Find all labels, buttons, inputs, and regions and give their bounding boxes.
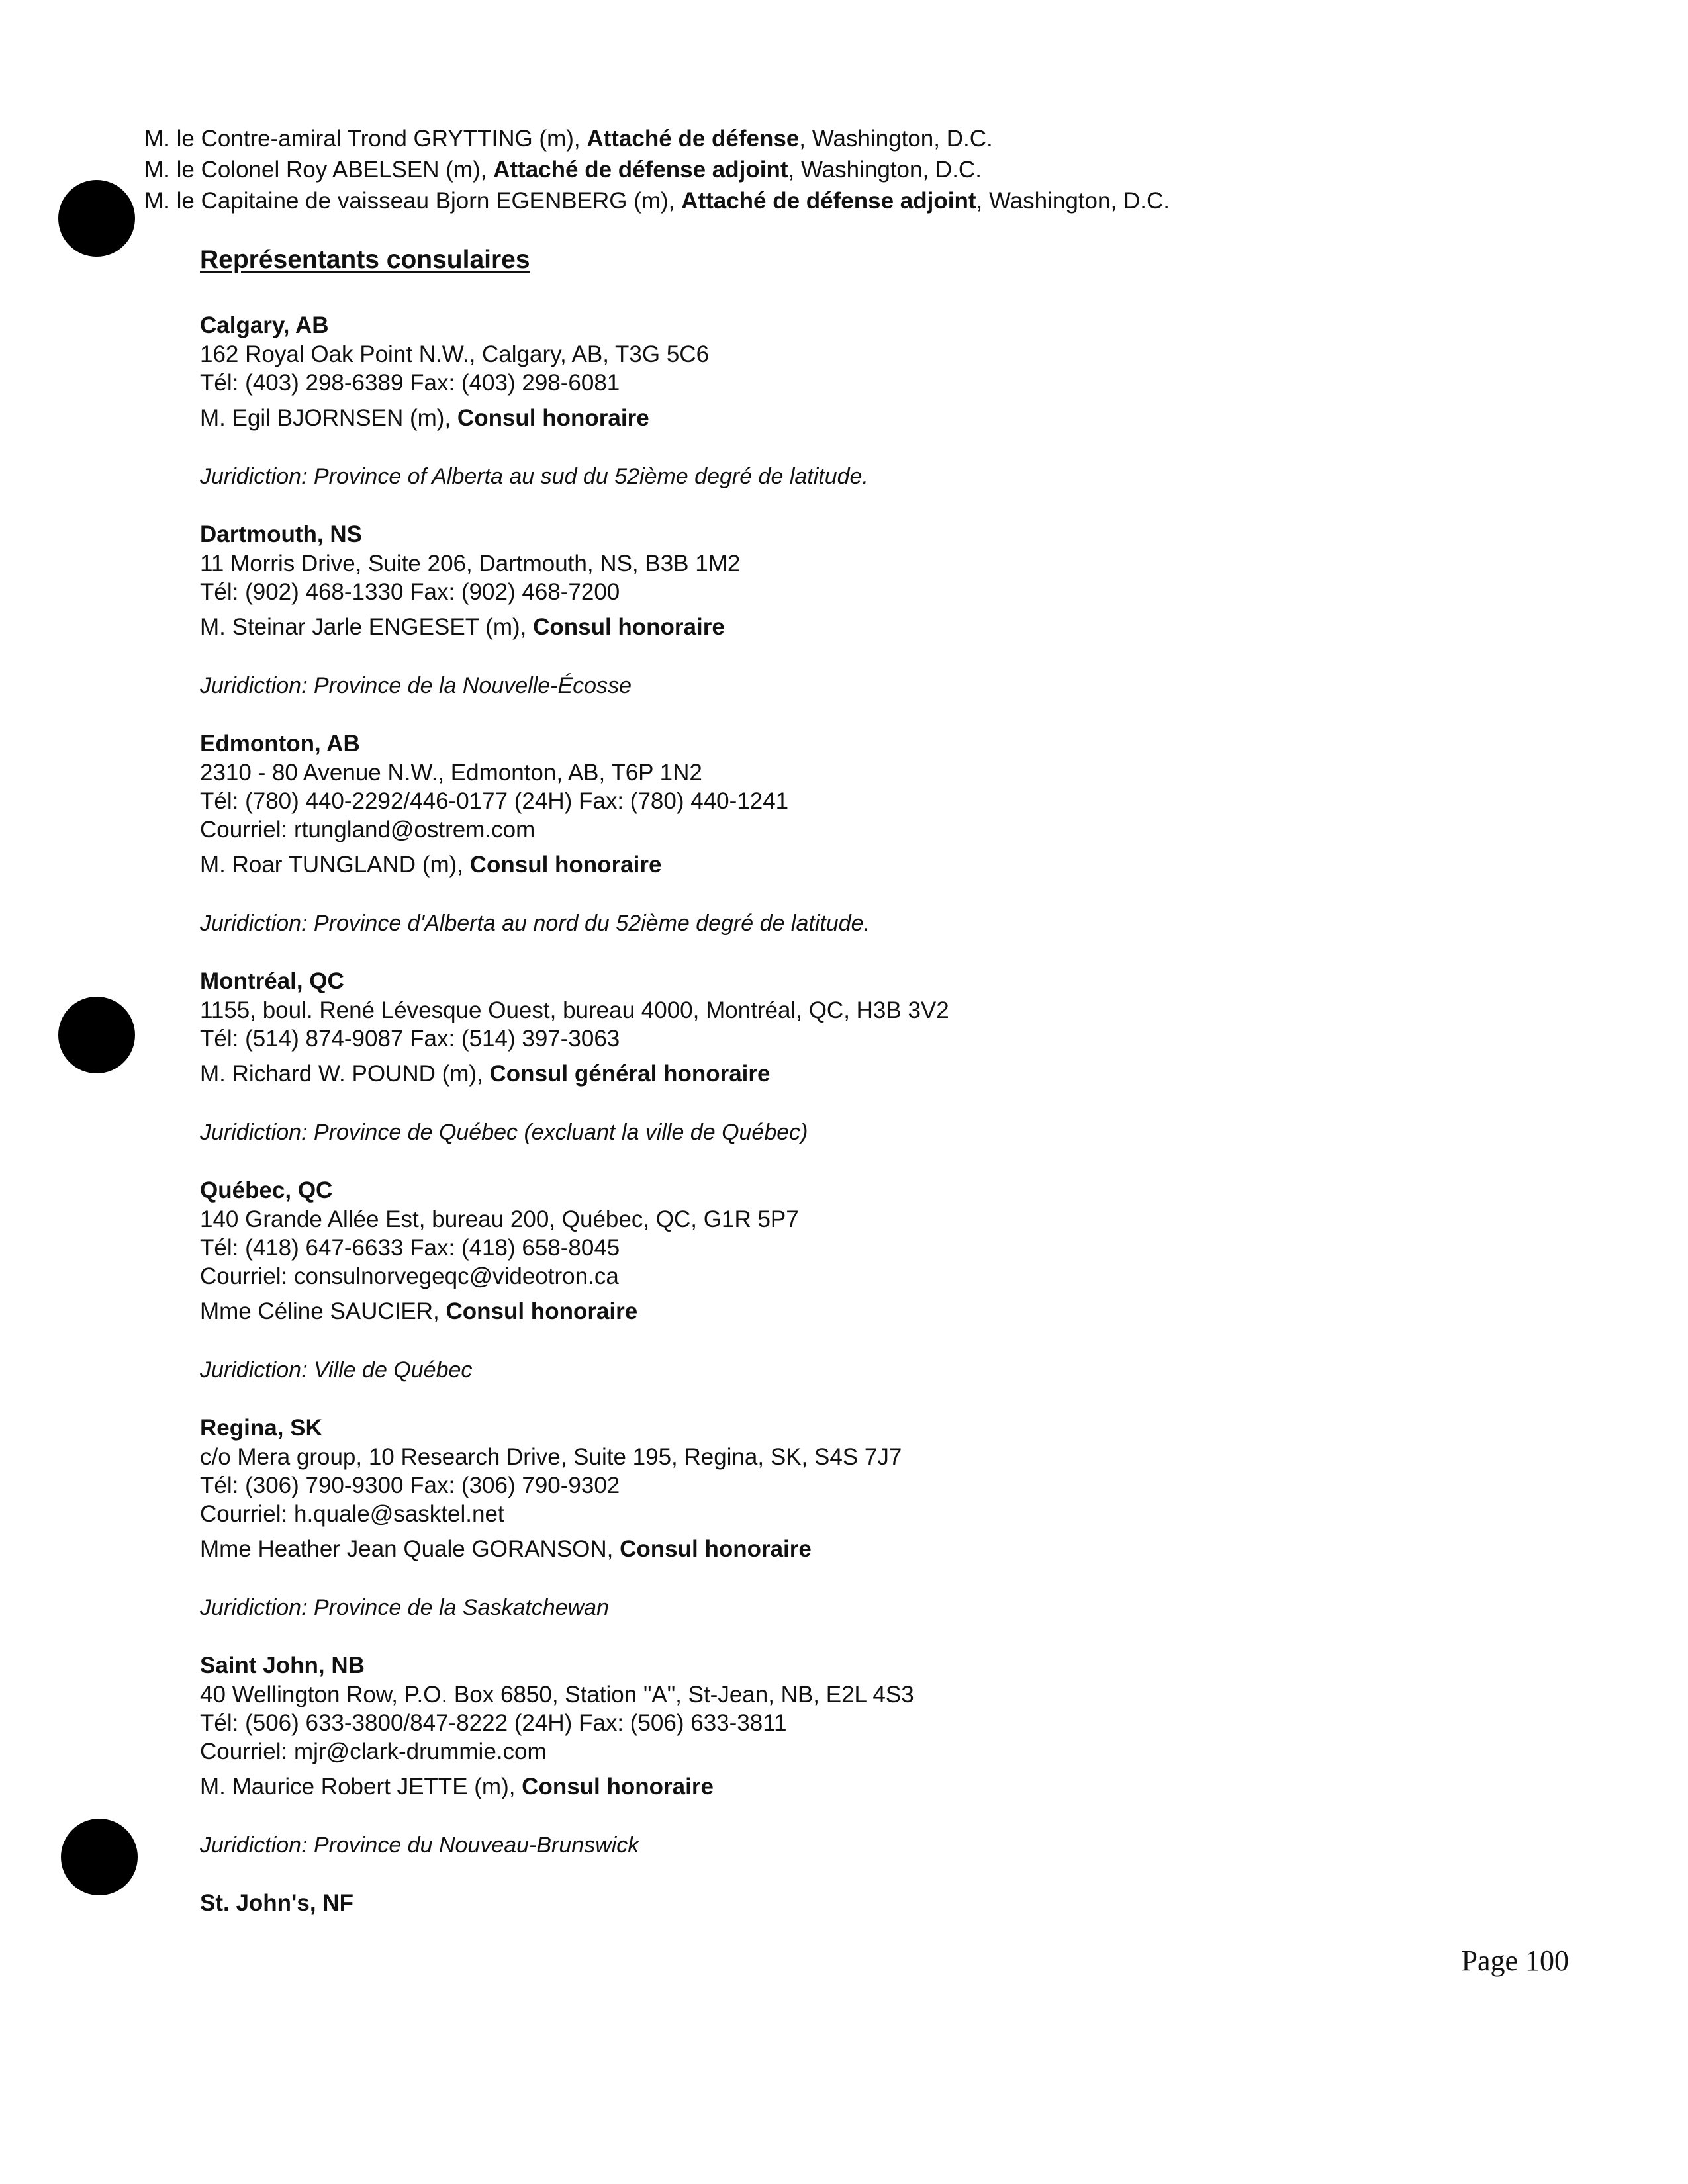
consulate-city: Edmonton, AB [200,731,360,756]
attache-location: , Washington, D.C. [788,157,982,183]
consul-title: Consul honoraire [533,614,725,640]
consulate-email: Courriel: mjr@clark-drummie.com [200,1739,547,1764]
consulate-calgary [200,311,1623,491]
consulate-email: Courriel: consulnorvegeqc@videotron.ca [200,1263,619,1289]
consulate-saint-john [200,1651,1623,1860]
consulate-address: 11 Morris Drive, Suite 206, Dartmouth, NS, B3B 1M2 [200,551,741,576]
consulate-dartmouth [200,520,1623,700]
attache-role: Attaché de défense adjoint [493,157,788,183]
consulate-email: Courriel: rtungland@ostrem.com [200,817,536,842]
consulate-st-johns [200,1889,1623,1918]
consulate-jurisdiction: Juridiction: Province de Québec (excluant la ville de Québec) [200,1120,808,1145]
attache-role: Attaché de défense adjoint [681,188,976,214]
defense-attache-list [144,123,1634,216]
consulate-city: Saint John, NB [200,1653,365,1678]
consul-person [200,1772,1623,1801]
consul-title: Consul honoraire [469,852,662,878]
consul-name: M. Richard W. POUND (m), [200,1061,490,1087]
consular-section [200,244,1623,1947]
consulate-phone: Tél: (306) 790-9300 Fax: (306) 790-9302 [200,1473,620,1498]
punch-hole-middle [58,997,135,1073]
consul-title: Consul honoraire [457,405,649,431]
consulate-jurisdiction: Juridiction: Ville de Québec [200,1357,473,1383]
consulate-phone: Tél: (780) 440-2292/446-0177 (24H) Fax: (780) 440-1241 [200,788,789,814]
consulate-address: 1155, boul. René Lévesque Ouest, bureau 4000, Montréal, QC, H3B 3V2 [200,997,949,1023]
consulate-phone: Tél: (403) 298-6389 Fax: (403) 298-6081 [200,370,620,396]
consul-name: M. Roar TUNGLAND (m), [200,852,470,878]
consul-person [200,1060,1623,1089]
consulate-jurisdiction: Juridiction: Province du Nouveau-Brunswick [200,1833,639,1858]
consulate-jurisdiction: Juridiction: Province of Alberta au sud du 52ième degré de latitude. [200,464,868,489]
attache-line [144,123,1634,154]
consulate-jurisdiction: Juridiction: Province de la Nouvelle-Écosse [200,673,632,698]
consulate-city: Montréal, QC [200,968,344,994]
consulate-jurisdiction: Juridiction: Province d'Alberta au nord du 52ième degré de latitude. [200,911,870,936]
consul-title: Consul honoraire [522,1774,714,1799]
attache-role: Attaché de défense [586,126,800,152]
consulate-city: Regina, SK [200,1415,322,1441]
consul-name: M. Steinar Jarle ENGESET (m), [200,614,534,640]
consul-person [200,404,1623,433]
consulate-city: Dartmouth, NS [200,522,362,547]
attache-name: M. le Capitaine de vaisseau Bjorn EGENBERG (m), [144,188,682,214]
consulate-email: Courriel: h.quale@sasktel.net [200,1501,504,1527]
page-number: Page 100 [1461,1944,1569,1977]
punch-hole-top [58,180,135,257]
attache-line [144,154,1634,185]
consulate-address: 162 Royal Oak Point N.W., Calgary, AB, T3G 5C6 [200,341,710,367]
consulate-address: 140 Grande Allée Est, bureau 200, Québec, QC, G1R 5P7 [200,1206,799,1232]
consul-title: Consul honoraire [620,1536,812,1562]
consulate-address: c/o Mera group, 10 Research Drive, Suite 195, Regina, SK, S4S 7J7 [200,1444,902,1470]
consulate-phone: Tél: (506) 633-3800/847-8222 (24H) Fax: (506) 633-3811 [200,1710,787,1736]
consulate-phone: Tél: (514) 874-9087 Fax: (514) 397-3063 [200,1026,620,1052]
consulate-city: St. John's, NF [200,1890,353,1916]
consulate-address: 2310 - 80 Avenue N.W., Edmonton, AB, T6P 1N2 [200,760,702,786]
attache-location: , Washington, D.C. [799,126,993,152]
consul-title: Consul honoraire [445,1298,638,1324]
attache-name: M. le Contre-amiral Trond GRYTTING (m), [144,126,587,152]
consul-person [200,1535,1623,1564]
consulate-phone: Tél: (902) 468-1330 Fax: (902) 468-7200 [200,579,620,605]
consulate-phone: Tél: (418) 647-6633 Fax: (418) 658-8045 [200,1235,620,1261]
consulate-edmonton [200,729,1623,938]
section-title: Représentants consulaires [200,246,530,274]
consul-person [200,850,1623,880]
attache-location: , Washington, D.C. [976,188,1170,214]
consulate-city: Québec, QC [200,1177,333,1203]
consul-name: M. Maurice Robert JETTE (m), [200,1774,522,1799]
consul-person [200,1297,1623,1326]
consulate-address: 40 Wellington Row, P.O. Box 6850, Station "A", St-Jean, NB, E2L 4S3 [200,1682,914,1707]
consulate-regina [200,1414,1623,1622]
consulate-city: Calgary, AB [200,312,329,338]
consul-name: Mme Heather Jean Quale GORANSON, [200,1536,620,1562]
consulate-jurisdiction: Juridiction: Province de la Saskatchewan [200,1595,609,1620]
attache-line [144,185,1634,216]
consul-name: Mme Céline SAUCIER, [200,1298,446,1324]
consul-person [200,613,1623,642]
consul-name: M. Egil BJORNSEN (m), [200,405,457,431]
attache-name: M. le Colonel Roy ABELSEN (m), [144,157,494,183]
consul-title: Consul général honoraire [489,1061,771,1087]
consulate-montreal [200,967,1623,1147]
punch-hole-bottom [61,1819,138,1895]
consulate-quebec [200,1176,1623,1385]
